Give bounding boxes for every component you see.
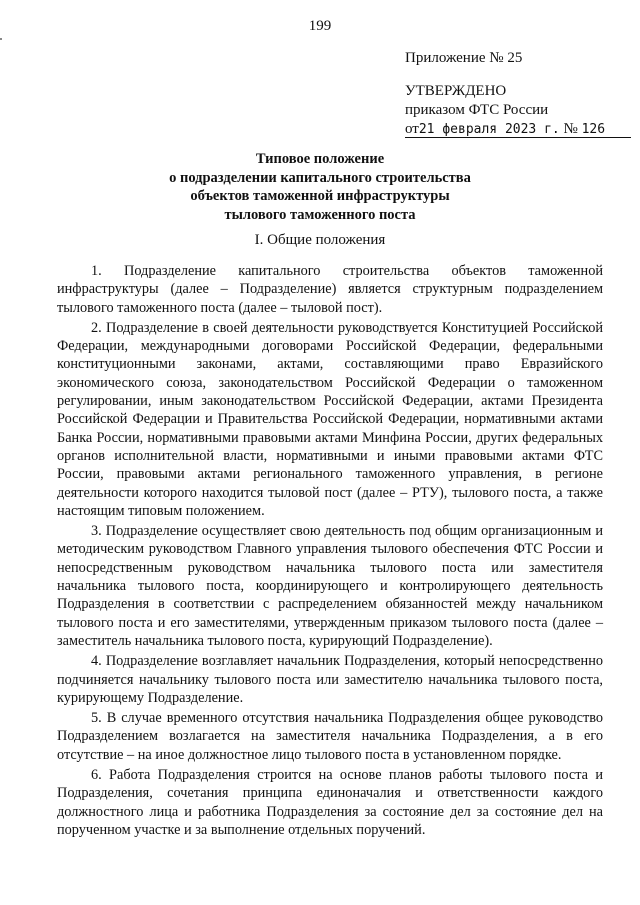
approval-date-prefix: от [405, 121, 419, 137]
approval-number: 126 [581, 122, 606, 137]
document-title [0, 150, 640, 224]
approval-date-line [405, 120, 631, 139]
appendix-label: Приложение № 25 [405, 50, 523, 66]
title-line-3: объектов таможенной инфраструктуры [190, 188, 450, 204]
title-line-4: тылового таможенного поста [224, 206, 416, 223]
title-line-2: о подразделении капитального строительства [169, 169, 471, 186]
paragraph-3: 3. Подразделение осуществляет свою деятельность под общим организационным и методическим руководством Главного управления тылового обеспечения ФТС России и непосредственным руководством начальника тылового поста или заместителя начальника тылового поста, координирующего и контролирующего деятельность Подразделения в соответствии с распределением обязанностей между начальником тылового поста и его заместителями, утвержденным приказом тылового поста (далее – заместитель начальника тылового поста, курирующий Подразделение). [57, 523, 603, 649]
section-heading: I. Общие положения [254, 232, 386, 248]
paragraph-5: 5. В случае временного отсутствия начальника Подразделения общее руководство Подразделением возлагается на заместителя начальника Подразделения, а в его отсутствие – на иное должностное лицо тылового поста в установленном порядке. [57, 710, 603, 763]
approval-order-line: приказом ФТС России [405, 102, 549, 118]
page-number: 199 [308, 18, 332, 34]
approval-date-underline [405, 121, 631, 138]
approval-block [405, 82, 631, 139]
approval-date: 21 февраля 2023 г. [418, 122, 560, 137]
approved-stamp: УТВЕРЖДЕНО [405, 83, 507, 99]
paragraph-4: 4. Подразделение возглавляет начальник Подразделения, который непосредственно подчиняется начальнику тылового поста или заместителю начальника тылового поста, курирующему Подразделение. [57, 653, 603, 706]
paragraph-1: 1. Подразделение капитального строительства объектов таможенной инфраструктуры (далее – Подразделение) является структурным подразделением тылового таможенного поста (далее – тыловой пост). [57, 263, 603, 316]
title-line-1: Типовое положение [255, 151, 385, 167]
paragraph-2: 2. Подразделение в своей деятельности руководствуется Конституцией Российской Федерации, международными договорами Российской Федерации, федеральными конституционными законами, актами, составляющими право Евразийского экономического союза, законодательством Российской Федерации о таможенном регулировании, иным законодательством Российской Федерации, актами Президента Российской Федерации и Правительства Российской Федерации, нормативными актами Банка России, нормативными правовыми актами Минфина России, других федеральных органов исполнительной власти, нормативными и иными правовыми актами ФТС России, правовыми актами регионального таможенного управления, в регионе деятельности которого находится тыловой пост (далее – РТУ), тылового поста, а также настоящим типовым положением. [57, 319, 603, 519]
paragraph-6: 6. Работа Подразделения строится на основе планов работы тылового поста и Подразделения, сочетания принципа единоначалия и ответственности каждого должностного лица и работника Подразделения за состояние дел за состояние дел на порученном участке и за выполнение отдельных поручений. [57, 767, 603, 838]
document-body [57, 262, 603, 841]
margin-mark [0, 38, 2, 40]
approval-number-prefix: № [563, 121, 578, 137]
